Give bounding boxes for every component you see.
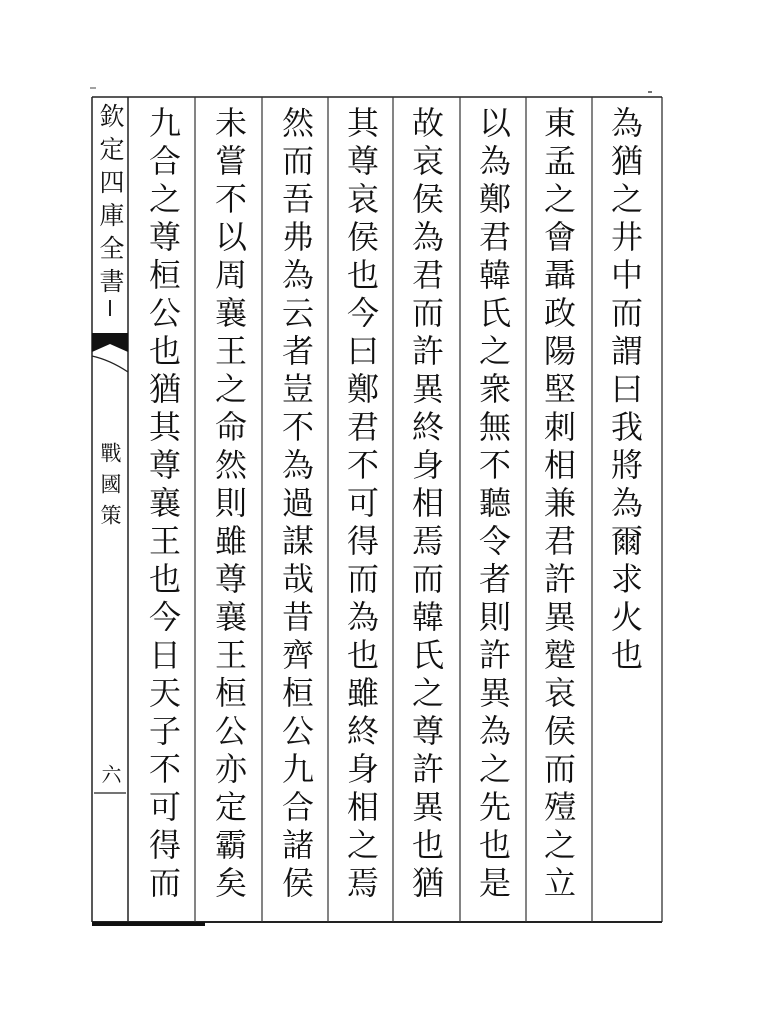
text-column: 未嘗不以周襄王之命然則雖尊襄王桓公亦定霸矣 [210,106,248,904]
section-title: 戰國策 [98,442,122,535]
text-column: 東孟之會聶政陽堅刺相兼君許異蹵哀侯而殪之立 [539,106,577,904]
page-number: 六 [98,764,122,784]
text-column: 故哀侯為君而許異終身相焉而韓氏之尊許異也猶 [407,106,445,904]
book-title: 欽定四庫全書 [96,103,125,301]
text-column: 九合之尊桓公也猶其尊襄王也今日天子不可得而 [144,106,182,904]
fishtail-mark [92,333,128,352]
text-column: 其尊哀侯也今曰鄭君不可得而為也雖終身相之焉 [342,106,380,904]
text-column: 然而吾弗為云者豈不為過謀哉昔齊桓公九合諸侯 [277,106,315,904]
text-column: 為猶之井中而謂曰我將為爾求火也 [606,106,644,676]
text-column: 以為鄭君韓氏之衆無不聽令者則許異為之先也是 [474,106,512,904]
fishtail-curve [92,356,128,372]
